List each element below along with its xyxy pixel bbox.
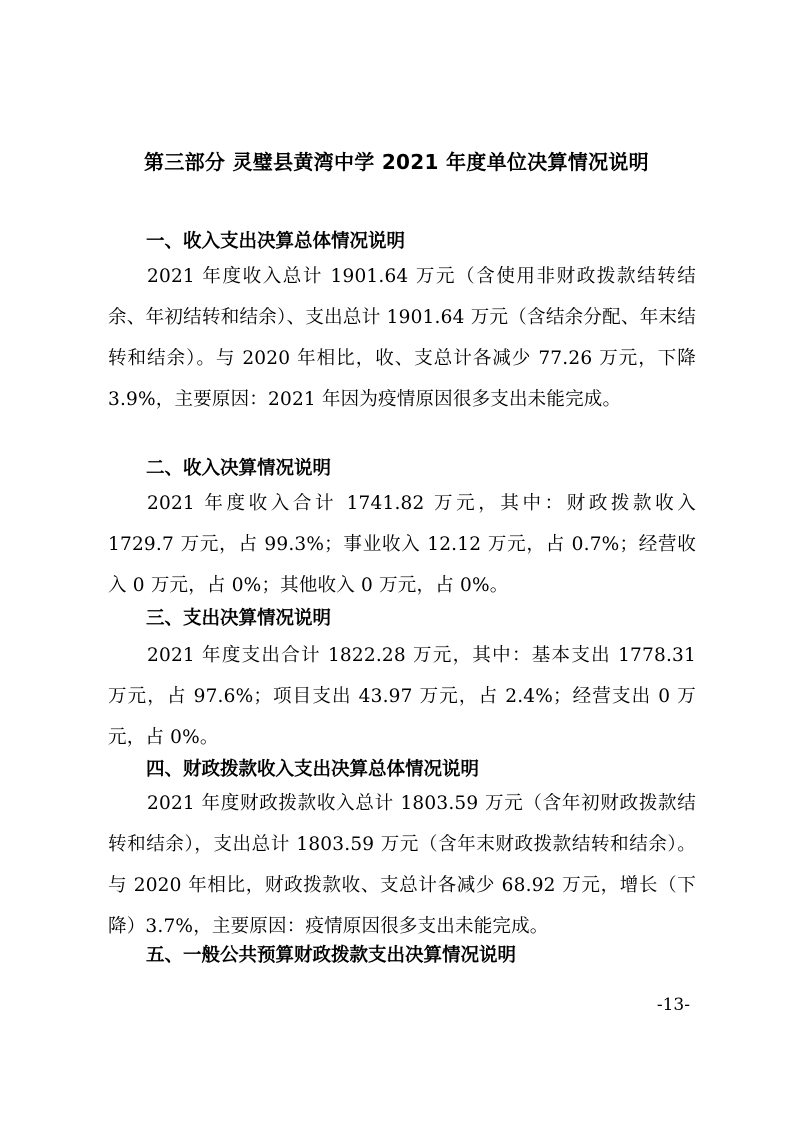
section-heading-1: 一、收入支出决算总体情况说明	[146, 231, 406, 252]
section-heading-2: 二、收入决算情况说明	[146, 458, 332, 479]
section-heading-5: 五、一般公共预算财政拨款支出决算情况说明	[146, 945, 517, 966]
section-paragraph-4: 2021 年度财政拨款收入总计 1803.59 万元（含年初财政拨款结转和结余），支出总计 1803.59 万元（含年末财政拨款结转和结余）。与 2020 年相比，财政拨款收、支总计各减少 68.92 万元，增长（下降）3.7%，主要原因：疫情原因很多支出未能完成。	[108, 793, 696, 937]
section-paragraph-1: 2021 年度收入总计 1901.64 万元（含使用非财政拨款结转结余、年初结转和结余）、支出总计 1901.64 万元（含结余分配、年末结转和结余）。与 2020 年相比，收、支总计各减少 77.26 万元，下降 3.9%，主要原因：2021 年因为疫情原因很多支出未能完成。	[108, 266, 696, 410]
page-number: -13-	[656, 995, 690, 1015]
section-heading-4: 四、财政拨款收入支出决算总体情况说明	[146, 759, 480, 780]
page-title: 第三部分 灵璧县黄湾中学 2021 年度单位决算情况说明	[144, 150, 649, 174]
section-paragraph-2: 2021 年度收入合计 1741.82 万元，其中：财政拨款收入 1729.7 万元，占 99.3%；事业收入 12.12 万元，占 0.7%；经营收入 0 万元，占 0%；其他收入 0 万元，占 0%。	[108, 493, 696, 596]
section-paragraph-3: 2021 年度支出合计 1822.28 万元，其中：基本支出 1778.31 万元，占 97.6%；项目支出 43.97 万元，占 2.4%；经营支出 0 万元，占 0%。	[108, 645, 696, 748]
section-heading-3: 三、支出决算情况说明	[146, 608, 332, 629]
